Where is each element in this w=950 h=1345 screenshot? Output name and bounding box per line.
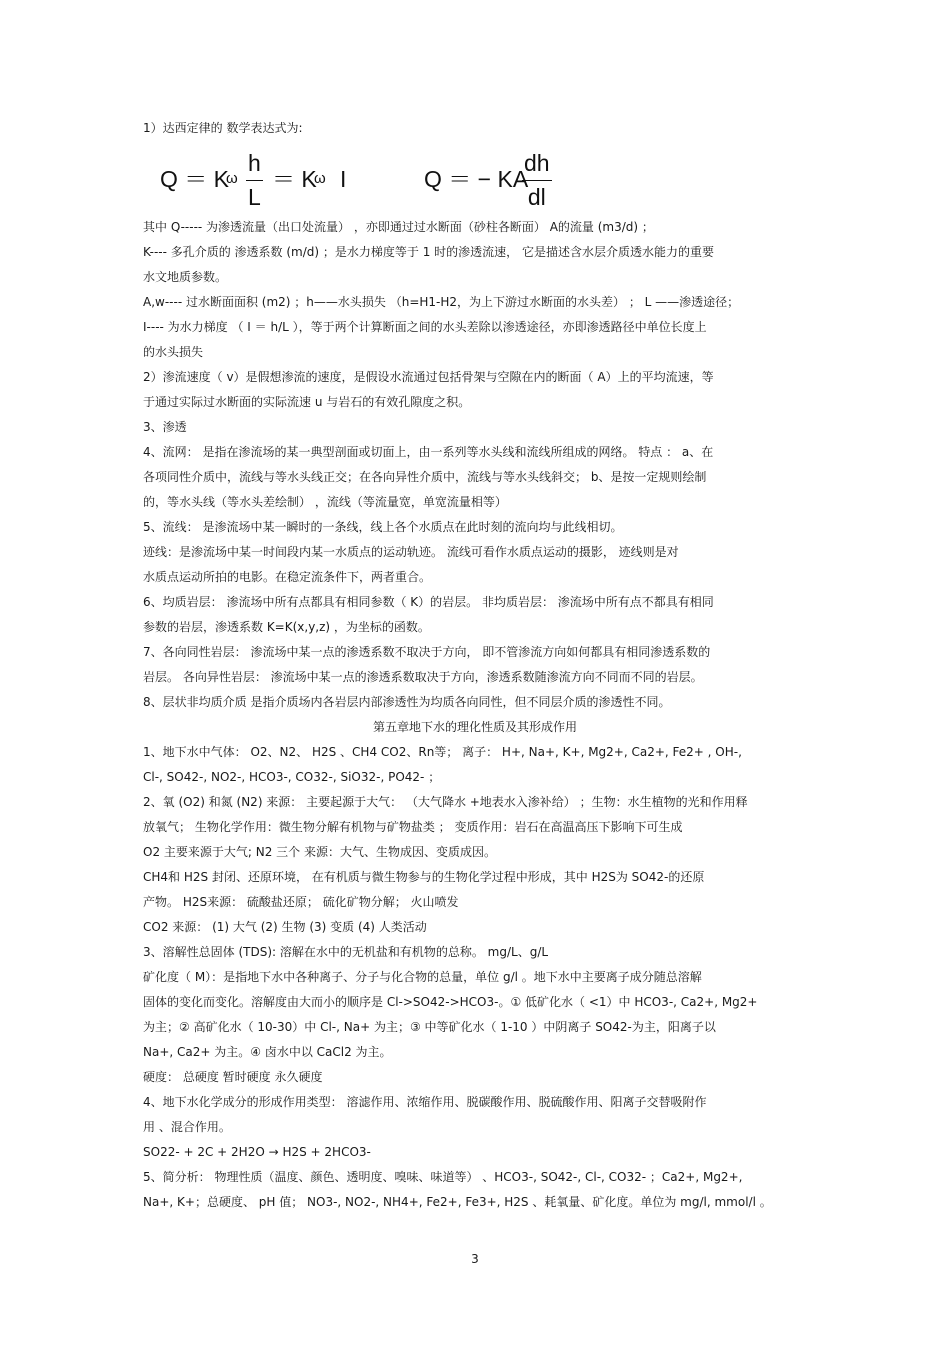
text-line: 5、简分析： 物理性质（温度、颜色、透明度、嗅味、味道等） 、HCO3-, SO42-, Cl-, CO32- ；Ca2+, Mg2+, bbox=[143, 1170, 743, 1184]
text-line: O2 主要来源于大气; N2 三个 来源：大气、生物成因、变质成因。 bbox=[143, 845, 496, 859]
text-line: 4、地下水化学成分的形成作用类型： 溶滤作用、浓缩作用、脱碳酸作用、脱硫酸作用、阳离子交替吸附作 bbox=[143, 1095, 707, 1109]
text-line: K---- 多孔介质的 渗透系数 (m/d) ；是水力梯度等于 1 时的渗透流速， 它是描述含水层介质透水能力的重要 bbox=[143, 245, 714, 259]
formula1-rhs: I bbox=[340, 166, 347, 192]
text-line: 2、氧 (O2) 和氮 (N2) 来源： 主要起源于大气： （大气降水 +地表水入渗补给） ；生物：水生植物的光和作用释 bbox=[143, 795, 748, 809]
text-line: 4、流网： 是指在渗流场的某一典型剖面或切面上，由一系列等水头线和流线所组成的网络。 特点 ： a、在 bbox=[143, 445, 714, 459]
formula2-numerator: dh bbox=[524, 150, 550, 176]
text-line: 固体的变化而变化。溶解度由大而小的顺序是 Cl->SO42->HCO3-。① 低矿化水（ <1）中 HCO3-, Ca2+, Mg2+ bbox=[143, 995, 758, 1009]
formula2-lhs: Q ＝ − KA bbox=[424, 166, 529, 192]
page-number: 3 bbox=[471, 1252, 479, 1266]
text-line: 硬度： 总硬度 暂时硬度 永久硬度 bbox=[143, 1070, 323, 1084]
text-line: 3、渗透 bbox=[143, 420, 187, 434]
text-line: 的水头损失 bbox=[143, 345, 204, 359]
text-line: 水文地质参数。 bbox=[143, 270, 228, 284]
text-line: 各项同性介质中，流线与等水头线正交；在各向异性介质中，流线与等水头线斜交； b、是按一定规则绘制 bbox=[143, 470, 707, 484]
formula1-omega: ω bbox=[226, 170, 238, 187]
formula1-lhs: Q ＝ K bbox=[160, 166, 230, 192]
text-line: 岩层。 各向异性岩层： 渗流场中某一点的渗透系数取决于方向，渗透系数随渗流方向不同而不同的岩层。 bbox=[143, 670, 703, 684]
text-line: 7、各向同性岩层： 渗流场中某一点的渗透系数不取决于方向， 即不管渗流方向如何都具有相同渗透系数的 bbox=[143, 645, 711, 659]
text-line: 其中 Q----- 为渗透流量（出口处流量） ，亦即通过过水断面（砂柱各断面） A的流量 (m3/d) ； bbox=[143, 220, 654, 234]
formula2-denominator: dl bbox=[527, 184, 546, 210]
fraction-bar bbox=[246, 180, 263, 181]
text-line: 产物。 H2S来源： 硫酸盐还原； 硫化矿物分解； 火山喷发 bbox=[143, 895, 459, 909]
text-line: CH4和 H2S 封闭、还原环境， 在有机质与微生物参与的生物化学过程中形成，其中 H2S为 SO42-的还原 bbox=[143, 870, 705, 884]
formula2-fraction bbox=[522, 150, 552, 210]
formula1-fraction bbox=[246, 150, 263, 210]
text-line: 于通过实际过水断面的实际流速 u 与岩石的有效孔隙度之积。 bbox=[143, 395, 471, 409]
text-line: 放氧气； 生物化学作用：微生物分解有机物与矿物盐类 ； 变质作用：岩石在高温高压下影响下可生成 bbox=[143, 820, 683, 834]
text-line: 8、层状非均质介质 是指介质场内各岩层内部渗透性为均质各向同性，但不同层介质的渗透性不同。 bbox=[143, 695, 671, 709]
text-line: SO22- + 2C + 2H2O → H2S + 2HCO3- bbox=[143, 1145, 371, 1159]
darcy-formula bbox=[160, 150, 580, 212]
text-line: Na+, K+；总硬度、 pH 值； NO3-, NO2-, NH4+, Fe2+, Fe3+, H2S 、耗氧量、矿化度。单位为 mg/l, mmol/l 。 bbox=[143, 1195, 772, 1209]
text-line: CO2 来源： (1) 大气 (2) 生物 (3) 变质 (4) 人类活动 bbox=[143, 920, 427, 934]
text-line: 5、流线： 是渗流场中某一瞬时的一条线，线上各个水质点在此时刻的流向均与此线相切。 bbox=[143, 520, 623, 534]
text-line: 用 、混合作用。 bbox=[143, 1120, 231, 1134]
section-heading: 1）达西定律的 数学表达式为: bbox=[143, 121, 303, 135]
text-line: A,w---- 过水断面面积 (m2) ；h——水头损失 （h=H1-H2，为上下游过水断面的水头差） ； L ——渗透途径； bbox=[143, 295, 740, 309]
formula1-omega2: ω bbox=[314, 170, 326, 187]
text-line: 为主；② 高矿化水（ 10-30）中 Cl-, Na+ 为主；③ 中等矿化水（ 1-10 ）中阴离子 SO42-为主，阳离子以 bbox=[143, 1020, 716, 1034]
text-line: 的，等水头线（等水头差绘制） ，流线（等流量宽，单宽流量相等） bbox=[143, 495, 507, 509]
text-line: 2）渗流速度（ v）是假想渗流的速度，是假设水流通过包括骨架与空隙在内的断面（ A）上的平均流速，等 bbox=[143, 370, 714, 384]
fraction-bar bbox=[522, 180, 552, 181]
text-line: Na+, Ca2+ 为主。④ 卤水中以 CaCl2 为主。 bbox=[143, 1045, 392, 1059]
formula1-denominator: L bbox=[248, 184, 261, 210]
formula1-numerator: h bbox=[248, 150, 261, 176]
text-line: 参数的岩层，渗透系数 K=K(x,y,z) ，为坐标的函数。 bbox=[143, 620, 430, 634]
text-line: I---- 为水力梯度 （ I ＝ h/L ），等于两个计算断面之间的水头差除以渗透途径，亦即渗透路径中单位长度上 bbox=[143, 320, 707, 334]
chapter-title: 第五章地下水的理化性质及其形成作用 bbox=[372, 720, 577, 734]
text-line: 3、溶解性总固体 (TDS): 溶解在水中的无机盐和有机物的总称。 mg/L、g/L bbox=[143, 945, 549, 959]
text-line: 6、均质岩层： 渗流场中所有点都具有相同参数（ K）的岩层。 非均质岩层： 渗流场中所有点不都具有相同 bbox=[143, 595, 714, 609]
text-line: 矿化度（ M）：是指地下水中各种离子、分子与化合物的总量，单位 g/l 。地下水中主要离子成分随总溶解 bbox=[143, 970, 702, 984]
text-line: 水质点运动所拍的电影。在稳定流条件下，两者重合。 bbox=[143, 570, 432, 584]
text-line: Cl-, SO42-, NO2-, HCO3-, CO32-, SiO32-, PO42- ； bbox=[143, 770, 441, 784]
text-line: 1、地下水中气体： O2、N2、 H2S 、CH4 CO2、Rn等； 离子： H+, Na+, K+, Mg2+, Ca2+, Fe2+ , OH-, bbox=[143, 745, 742, 759]
text-line: 迹线：是渗流场中某一时间段内某一水质点的运动轨迹。 流线可看作水质点运动的摄影， 迹线则是对 bbox=[143, 545, 679, 559]
formula1-mid: ＝ K bbox=[272, 166, 317, 192]
